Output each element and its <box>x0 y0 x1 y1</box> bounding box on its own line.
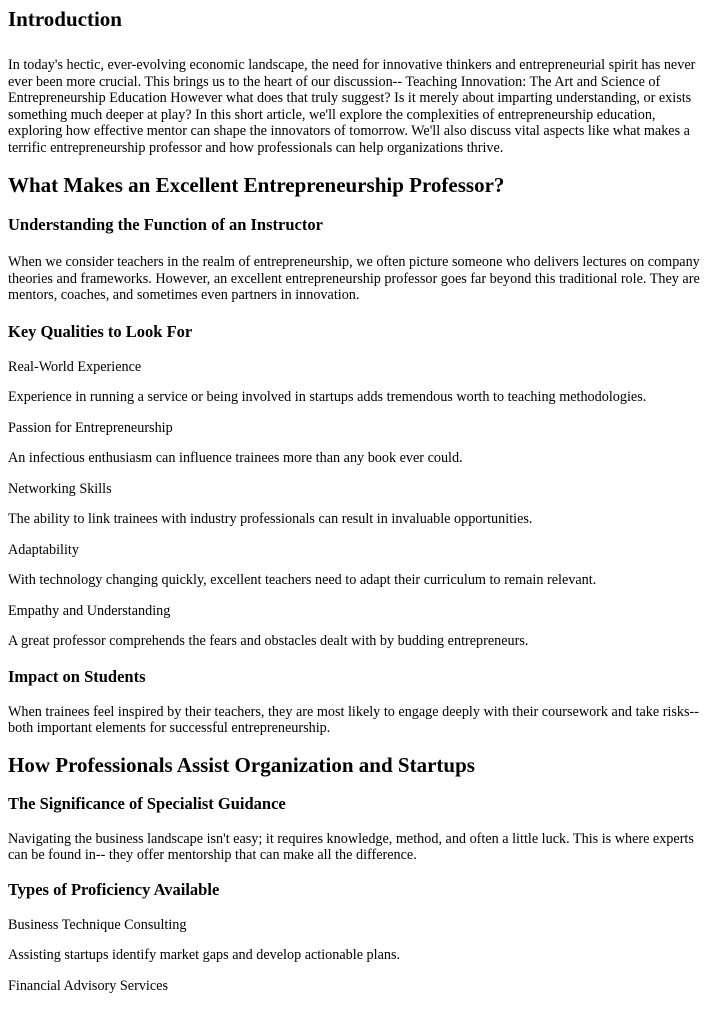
quality-text: A great professor comprehends the fears and obstacles dealt with by budding entrepreneurs. <box>8 633 529 649</box>
quality-title: Real-World Experience <box>8 358 142 375</box>
guidance-paragraph: Navigating the business landscape isn't easy; it requires knowledge, method, and often a little luck. This is where experts can be found in-- they offer mentorship that can make all the difference. <box>8 830 694 863</box>
type-title: Financial Advisory Services <box>8 977 168 994</box>
qualities-heading: Key Qualities to Look For <box>8 321 193 341</box>
role-paragraph: When we consider teachers in the realm of entrepreneurship, we often picture someone who delivers lectures on company theories and frameworks. However, an excellent entrepreneurship professor goes far beyond this traditional role. They are mentors, coaches, and sometimes even partners in innovation. <box>8 254 700 303</box>
type-title: Business Technique Consulting <box>8 916 187 933</box>
article <box>0 7 720 994</box>
quality-title: Passion for Entrepreneurship <box>8 419 173 436</box>
impact-paragraph: When trainees feel inspired by their teachers, they are most likely to engage deeply with their coursework and take risks-- both important elements for successful entrepreneurship. <box>8 703 699 736</box>
quality-text: Experience in running a service or being involved in startups adds tremendous worth to teaching methodologies. <box>8 389 647 405</box>
professor-heading: What Makes an Excellent Entrepreneurship Professor? <box>8 173 505 197</box>
professionals-heading: How Professionals Assist Organization and Startups <box>8 752 475 777</box>
type-text: Assisting startups identify market gaps and develop actionable plans. <box>8 947 401 963</box>
role-heading: Understanding the Function of an Instructor <box>8 215 323 234</box>
impact-heading: Impact on Students <box>8 666 146 686</box>
quality-text: The ability to link trainees with industry professionals can result in invaluable opportunities. <box>8 511 533 527</box>
quality-title: Empathy and Understanding <box>8 602 171 619</box>
quality-title: Adaptability <box>8 541 79 558</box>
quality-text: With technology changing quickly, excellent teachers need to adapt their curriculum to remain relevant. <box>8 572 597 588</box>
quality-text: An infectious enthusiasm can influence trainees more than any book ever could. <box>8 450 463 466</box>
guidance-heading: The Significance of Specialist Guidance <box>8 793 286 813</box>
quality-title: Networking Skills <box>8 480 112 497</box>
types-heading: Types of Proficiency Available <box>8 879 220 899</box>
intro-paragraph: In today's hectic, ever-evolving economic landscape, the need for innovative thinkers and entrepreneurial spirit has never ever been more crucial. This brings us to the heart of our discussion-- Teaching Innovation: The Art and Science of Entrepreneurship Education However what does that truly suggest? Is it merely about imparting understanding, or exists something much deeper at play? In this short article, we'll explore the complexities of entrepreneurship education, exploring how effective mentor can shape the innovators of tomorrow. We'll also discuss vital aspects like what makes a terrific entrepreneurship professor and how professionals can help organizations thrive. <box>8 57 696 156</box>
intro-heading: Introduction <box>8 7 122 31</box>
